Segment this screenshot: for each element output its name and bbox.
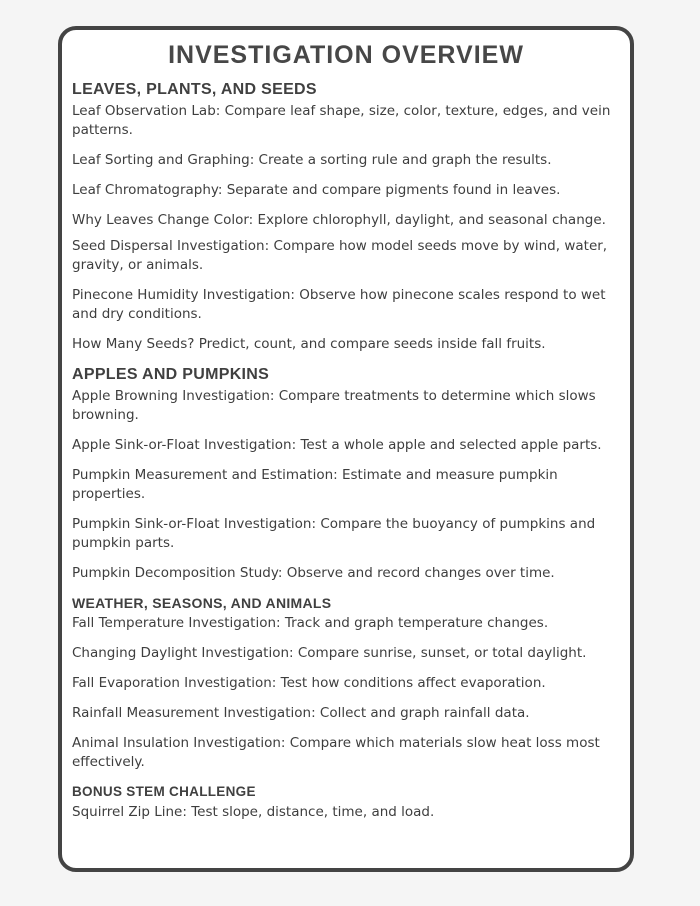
section-heading: BONUS STEM CHALLENGE bbox=[72, 784, 256, 799]
list-item: Apple Browning Investigation: Compare treatments to determine which slows browning. bbox=[72, 388, 596, 423]
page-title: INVESTIGATION OVERVIEW bbox=[168, 41, 524, 69]
section-heading: WEATHER, SEASONS, AND ANIMALS bbox=[72, 595, 332, 611]
list-item: Leaf Sorting and Graphing: Create a sorting rule and graph the results. bbox=[72, 152, 552, 168]
list-item: Apple Sink-or-Float Investigation: Test a whole apple and selected apple parts. bbox=[72, 437, 602, 453]
list-item: Pinecone Humidity Investigation: Observe how pinecone scales respond to wet and dry conditions. bbox=[72, 287, 606, 322]
section-bonus-stem bbox=[72, 783, 620, 822]
section-heading: APPLES AND PUMPKINS bbox=[72, 366, 270, 383]
list-item: Fall Evaporation Investigation: Test how conditions affect evaporation. bbox=[72, 675, 546, 691]
list-item: Pumpkin Decomposition Study: Observe and record changes over time. bbox=[72, 565, 555, 581]
list-item: Leaf Chromatography: Separate and compare pigments found in leaves. bbox=[72, 182, 561, 198]
list-item: Fall Temperature Investigation: Track and graph temperature changes. bbox=[72, 615, 549, 631]
section-leaves-plants-seeds bbox=[72, 80, 620, 354]
list-item: Leaf Observation Lab: Compare leaf shape, size, color, texture, edges, and vein patterns. bbox=[72, 103, 611, 138]
overview-card bbox=[58, 26, 634, 872]
list-item: How Many Seeds? Predict, count, and compare seeds inside fall fruits. bbox=[72, 336, 546, 352]
list-item: Squirrel Zip Line: Test slope, distance, time, and load. bbox=[72, 804, 435, 820]
list-item: Rainfall Measurement Investigation: Collect and graph rainfall data. bbox=[72, 705, 530, 721]
list-item: Changing Daylight Investigation: Compare sunrise, sunset, or total daylight. bbox=[72, 645, 587, 661]
list-item: Seed Dispersal Investigation: Compare how model seeds move by wind, water, gravity, or animals. bbox=[72, 238, 608, 273]
section-heading: LEAVES, PLANTS, AND SEEDS bbox=[72, 81, 317, 98]
section-weather-seasons-animals bbox=[72, 594, 620, 772]
list-item: Pumpkin Sink-or-Float Investigation: Compare the buoyancy of pumpkins and pumpkin parts. bbox=[72, 516, 596, 551]
list-item: Pumpkin Measurement and Estimation: Estimate and measure pumpkin properties. bbox=[72, 467, 558, 502]
section-apples-pumpkins bbox=[72, 365, 620, 583]
list-item: Why Leaves Change Color: Explore chlorophyll, daylight, and seasonal change. bbox=[72, 212, 606, 228]
list-item: Animal Insulation Investigation: Compare which materials slow heat loss most effectively. bbox=[72, 735, 600, 770]
